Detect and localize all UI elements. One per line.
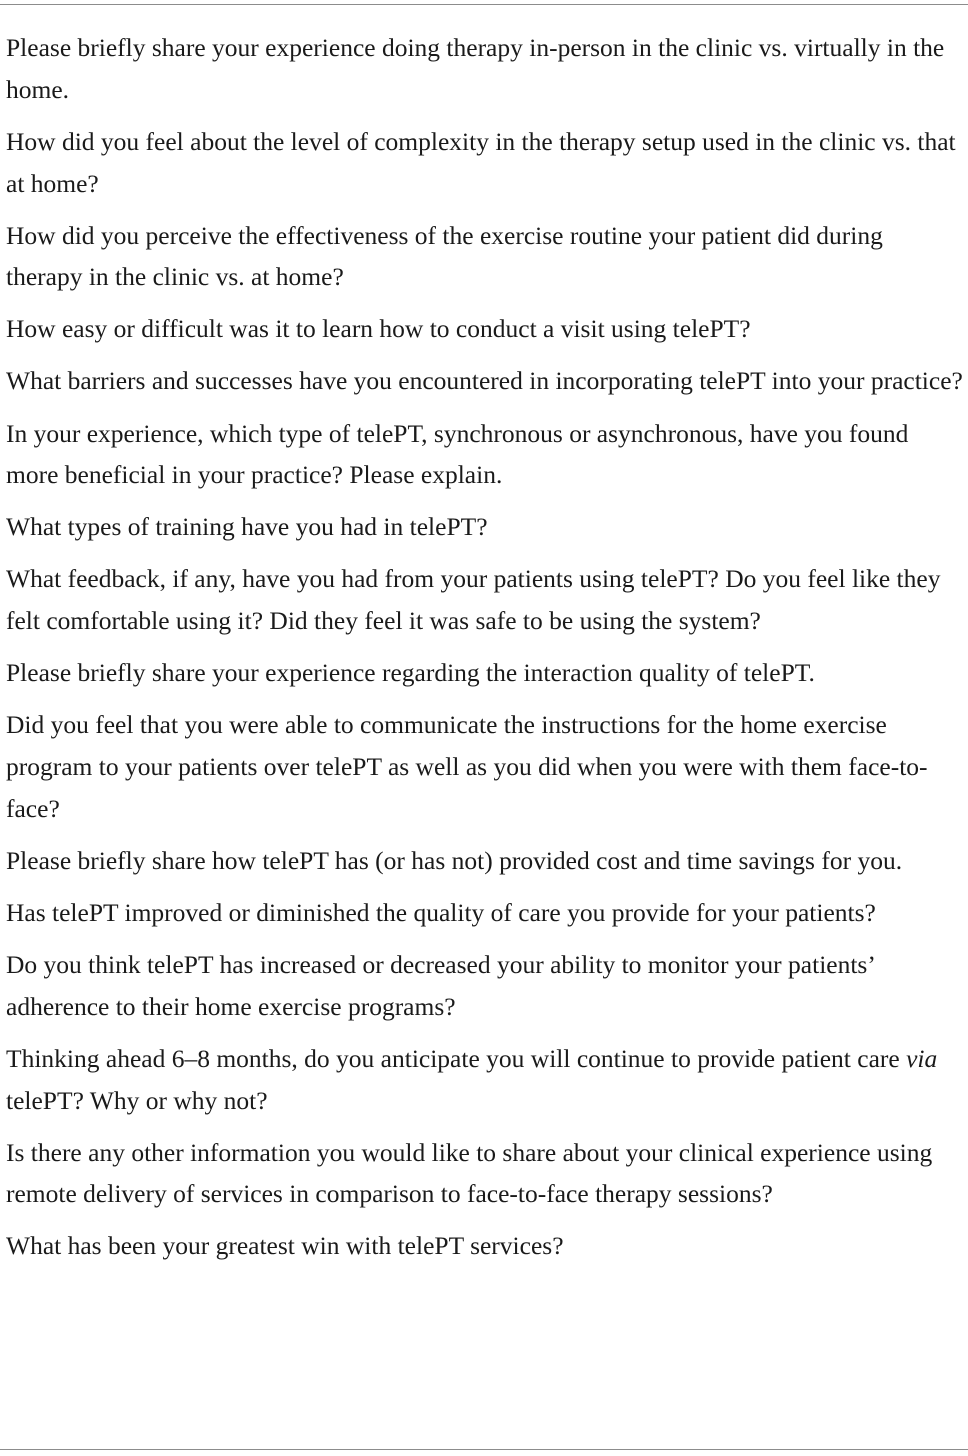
top-rule — [0, 4, 968, 5]
question-item: What barriers and successes have you encountered in incorporating telePT into your practice? — [6, 366, 963, 396]
question-italic-text: via — [906, 1043, 938, 1073]
question-item: Please briefly share how telePT has (or has not) provided cost and time savings for you. — [6, 845, 903, 875]
bottom-rule — [0, 1449, 968, 1450]
question-item: Do you think telePT has increased or decreased your ability to monitor your patients’ adherence to their home exercise programs? — [6, 950, 874, 1021]
question-list — [6, 27, 964, 1278]
question-text: Thinking ahead 6–8 months, do you anticipate you will continue to provide patient care — [6, 1043, 907, 1073]
question-item: What types of training have you had in telePT? — [6, 512, 488, 542]
question-item: How easy or difficult was it to learn how to conduct a visit using telePT? — [6, 314, 751, 344]
question-item: Has telePT improved or diminished the quality of care you provide for your patients? — [6, 897, 876, 927]
question-item: How did you perceive the effectiveness of the exercise routine your patient did during therapy in the clinic vs. at home? — [6, 220, 883, 292]
question-text: telePT? Why or why not? — [6, 1085, 268, 1115]
question-item: Please briefly share your experience doing therapy in-person in the clinic vs. virtually in the home. — [6, 33, 945, 104]
question-item: In your experience, which type of telePT, synchronous or asynchronous, have you found more beneficial in your practice? Please explain. — [6, 418, 909, 490]
question-item: Is there any other information you would like to share about your clinical experience using remote delivery of services in comparison to face-to-face therapy sessions? — [6, 1137, 933, 1209]
question-item: Please briefly share your experience regarding the interaction quality of telePT. — [6, 658, 815, 688]
question-item: What has been your greatest win with telePT services? — [6, 1231, 564, 1261]
question-item — [6, 1038, 964, 1121]
question-item: How did you feel about the level of complexity in the therapy setup used in the clinic vs. that at home? — [6, 126, 956, 198]
question-item: What feedback, if any, have you had from your patients using telePT? Do you feel like they felt comfortable using it? Did they feel it was safe to be using the system? — [6, 564, 941, 636]
question-item: Did you feel that you were able to communicate the instructions for the home exercise program to your patients over telePT as well as you did when you were with them face-to-face? — [6, 710, 928, 823]
